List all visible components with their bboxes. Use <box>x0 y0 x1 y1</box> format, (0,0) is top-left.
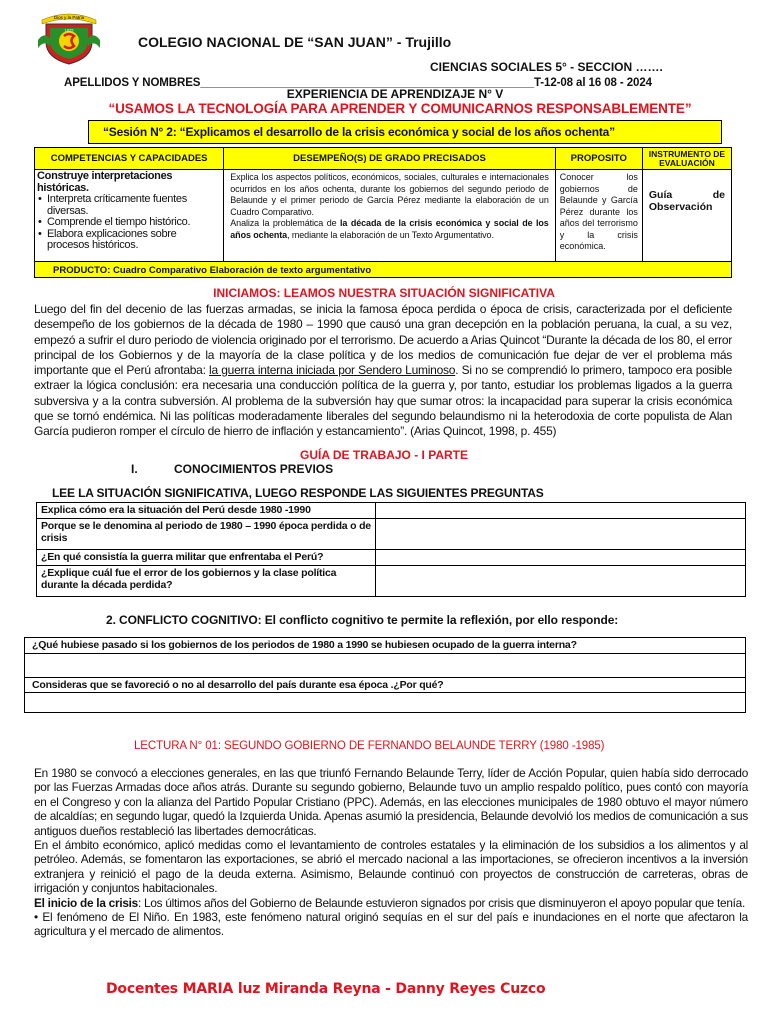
lectura-paragraph-2: En el ámbito económico, aplicó medidas como el levantamiento de controles estatales y la eliminación de los subsidios a los alimentos y al petróleo. Además, se fomentaron las exportaciones, se abrió el mercado nacional a las importaciones, se ofrecieron incentivos a la inversión extranjera y reinició el pago de la deuda externa. Asimismo, Belaunde continuó con proyectos de construcción de carreteras, obras de irrigación y conjuntos habitacionales. <box>34 838 748 896</box>
guia-title: GUÍA DE TRABAJO - I PARTE <box>299 448 468 462</box>
school-name: COLEGIO NACIONAL DE “SAN JUAN” - Trujillo <box>138 34 452 50</box>
proposito-cell: Conocer los gobiernos de Belaunde y García Pérez durante los años del terrorismo y la crisis económica. <box>555 170 642 262</box>
conflicto-answer-2[interactable] <box>25 693 746 713</box>
lectura-body <box>34 766 748 939</box>
svg-text:1825: 1825 <box>64 27 74 33</box>
lectura-paragraph-3: El inicio de la crisis: Los últimos años del Gobierno de Belaunde estuvieron signados por crisis que disminuyeron el apoyo popular que tenía. <box>34 895 746 910</box>
producto-row: PRODUCTO: Cuadro Comparativo Elaboración de texto argumentativo <box>35 262 732 278</box>
session-title: “Sesión N° 2: “Explicamos el desarrollo de la crisis económica y social de los años ochenta” <box>103 125 615 139</box>
competencies-table <box>34 147 732 278</box>
question-cell: ¿Explique cuál fue el error de los gobiernos y la clase política durante la década perdida? <box>37 566 376 597</box>
questions-table <box>36 502 746 597</box>
col-header-instrumento: INSTRUMENTO DE EVALUACIÓN <box>642 148 731 170</box>
docentes-footer: Docentes MARIA luz Miranda Reyna - Danny Reyes Cuzco <box>106 981 546 997</box>
col-header-proposito: PROPOSITO <box>555 148 642 170</box>
svg-text:Dios y la Patria: Dios y la Patria <box>53 15 85 20</box>
conflicto-heading: 2. CONFLICTO COGNITIVO: El conflicto cognitivo te permite la reflexión, por ello responde: <box>106 613 619 627</box>
answer-cell[interactable] <box>376 550 746 566</box>
situacion-significativa: Luego del fin del decenio de las fuerzas armadas, se inicia la famosa época perdida o época de crisis, caracterizada por el deficiente desempeño de los gobiernos de la década de 1980 – 1990 que causó una gran decepción en la población peruana, la cual, a su vez, empezó a sufrir el duro periodo de violencia originado por el terrorismo. De acuerdo a Arias Quincot “Durante la década de los 80, el error principal de los Gobiernos y de la mayoría de la clase política y de los medios de comunicación fue dejar de ver el problema más importante que el Perú afrontaba: la guerra interna iniciada por Sendero Luminoso. Si no se comprendió lo primero, tampoco era posible extraer la lógica conclusión: era necesaria una conducción política de la guerra y, por tanto, estudiar los problemas ligados a la guerra subversiva y a la contra subversión. Al problema de la subversión hay que sumar otros: la incapacidad para superar la crisis económica que se tornó endémica. Ni las políticas moderadamente liberales del segundo belaundismo ni la heterodoxia de corte populista de Alan García pudieron romper el círculo de hierro de inflación y estancamiento”. (Arias Quincot, 1998, p. 455) <box>34 302 732 439</box>
section-title: CONOCIMIENTOS PREVIOS <box>174 462 334 476</box>
col-header-competencias: COMPETENCIAS Y CAPACIDADES <box>35 148 224 170</box>
col-header-desempenos: DESEMPEÑO(S) DE GRADO PRECISADOS <box>224 148 555 170</box>
lectura-paragraph-4: • El fenómeno de El Niño. En 1983, este fenómeno natural originó sequías en el sur del país e inundaciones en el norte que afectaron la agricultura y el mercado de alimentos. <box>34 910 748 939</box>
school-logo <box>36 10 102 66</box>
competencia-title: Construye interpretaciones históricas. <box>37 170 173 194</box>
instrumento-cell: Guía de Observación <box>642 170 731 262</box>
desempeno-1: Explica los aspectos políticos, económicos, sociales, culturales e internacionales ocurridos en los años ochenta, durante los gobiernos del segundo periodo de Belaunde y el primer periodo de García Pérez mediante la elaboración de un Cuadro Comparativo. <box>230 172 549 217</box>
section-number: I. <box>131 462 138 476</box>
slogan: “USAMOS LA TECNOLOGÍA PARA APRENDER Y COMUNICARNOS RESPONSABLEMENTE” <box>108 101 692 116</box>
competencias-cell <box>35 170 224 262</box>
capacidades-list <box>37 194 221 252</box>
capacidad-item: • Elabora explicaciones sobre procesos históricos. <box>47 229 221 252</box>
question-cell: Explica cómo era la situación del Perú desde 1980 -1990 <box>37 503 376 519</box>
answer-cell[interactable] <box>376 503 746 519</box>
lectura-title: LECTURA N° 01: SEGUNDO GOBIERNO DE FERNANDO BELAUNDE TERRY (1980 -1985) <box>134 740 605 752</box>
course-section: CIENCIAS SOCIALES 5° - SECCION ……. <box>430 60 663 74</box>
question-cell: Porque se le denomina al periodo de 1980 – 1990 época perdida o de crisis <box>37 519 376 550</box>
lectura-paragraph-1: En 1980 se convocó a elecciones generales, en las que triunfó Fernando Belaunde Terry, líder de Acción Popular, quien había sido derrocado por las Fuerzas Armadas doce años atrás. Durante su segundo gobierno, Belaunde tuvo un amplio respaldo político, pues contó con mayoría en el Congreso y con la alianza del Partido Popular Cristiano (PPC). Además, en las elecciones municipales de 1980 obtuvo el mayor número de alcaldías; en segundo lugar, quedó la Izquierda Unida. Apenas asumió la presidencia, Belaunde devolvió los medios de comunicación a sus antiguos dueños restableció las libertades democráticas. <box>34 766 748 838</box>
desempenos-cell <box>224 170 555 262</box>
session-banner <box>88 120 722 144</box>
answer-cell[interactable] <box>376 519 746 550</box>
guia-instruction: LEE LA SITUACIÓN SIGNIFICATIVA, LUEGO RESPONDE LAS SIGUIENTES PREGUNTAS <box>52 486 544 500</box>
capacidad-item: • Comprende el tiempo histórico. <box>47 217 221 229</box>
conflicto-table <box>24 637 746 713</box>
desempeno-2: Analiza la problemática de la década de la crisis económica y social de los años ochenta, mediante la elaboración de un Texto Argumentativo. <box>230 218 549 240</box>
conflicto-question-1: ¿Qué hubiese pasado si los gobiernos de los periodos de 1980 a 1990 se hubiesen ocupado de la guerra interna? <box>25 638 746 654</box>
experience-title: EXPERIENCIA DE APRENDIZAJE N° V <box>286 87 504 101</box>
answer-cell[interactable] <box>376 566 746 597</box>
question-cell: ¿En qué consistía la guerra militar que enfrentaba el Perú? <box>37 550 376 566</box>
conflicto-answer-1[interactable] <box>25 654 746 678</box>
iniciamos-title: INICIAMOS: LEAMOS NUESTRA SITUACIÓN SIGNIFICATIVA <box>213 286 555 300</box>
student-names-line[interactable]: APELLIDOS Y NOMBRES_____________________________________________________T-12-08 al 16 08 - 2024 <box>64 77 652 89</box>
capacidad-item: • Interpreta críticamente fuentes diversas. <box>47 194 221 217</box>
conflicto-question-2: Consideras que se favoreció o no al desarrollo del país durante esa época .¿Por qué? <box>25 678 746 693</box>
